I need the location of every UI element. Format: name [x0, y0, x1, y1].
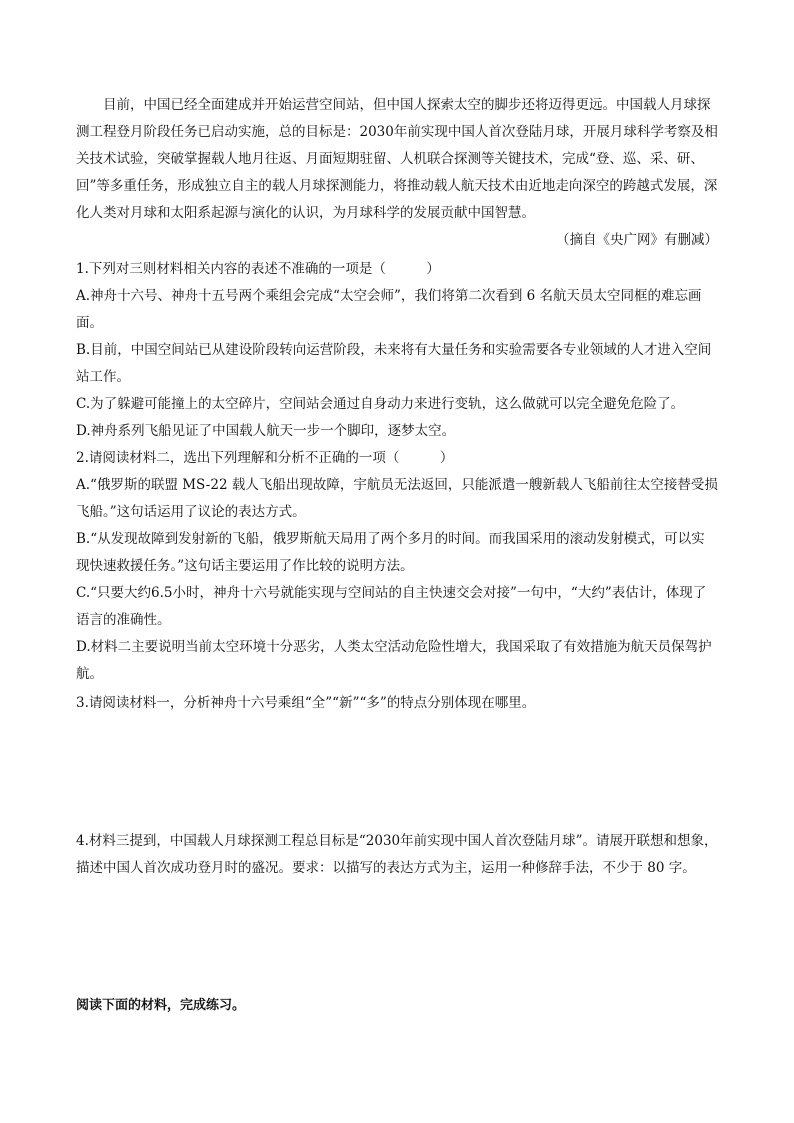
question-2-option-d: D.材料二主要说明当前太空环境十分恶劣，人类太空活动危险性增大，我国采取了有效措施为航天员保驾护航。	[76, 639, 712, 682]
question-2-option-c: C.“只要大约6.5小时，神舟十六号就能实现与空间站的自主快速交会对接”一句中，“大约”表估计，体现了语言的准确性。	[76, 585, 707, 628]
question-1-stem: 1.下列对三则材料相关内容的表述不准确的一项是（ ）	[76, 261, 440, 277]
question-1-option-b: B.目前，中国空间站已从建设阶段转向运营阶段，未来将有大量任务和实验需要各专业领域的人才进入空间站工作。	[76, 342, 712, 385]
next-section-heading: 阅读下面的材料，完成练习。	[76, 998, 246, 1013]
question-1-option-a: A.神舟十六号、神舟十五号两个乘组会完成“太空会师”，我们将第二次看到 6 名航天员太空同框的难忘画面。	[76, 288, 702, 331]
question-3: 3.请阅读材料一，分析神舟十六号乘组“全”“新”“多”的特点分别体现在哪里。	[76, 695, 536, 711]
question-2-stem: 2.请阅读材料二，选出下列理解和分析不正确的一项（ ）	[76, 450, 454, 466]
question-1-option-d: D.神舟系列飞船见证了中国载人航天一步一个脚印，逐梦太空。	[76, 423, 456, 439]
question-2-option-b: B.“从发现故障到发射新的飞船，俄罗斯航天局用了两个多月的时间。而我国采用的滚动发射模式，可以实现快速救援任务。”这句话主要运用了作比较的说明方法。	[76, 531, 705, 574]
passage-paragraph: 目前，中国已经全面建成并开始运营空间站，但中国人探索太空的脚步还将迈得更远。中国载人月球探测工程登月阶段任务已启动实施，总的目标是：2030年前实现中国人首次登陆月球，开展月球科学考察及相关技术试验，突破掌握载人地月往返、月面短期驻留、人机联合探测等关键技术，完成“登、巡、采、研、回”等多重任务，形成独立自主的载人月球探测能力，将推动载人航天技术由近地走向深空的跨越式发展，深化人类对月球和太阳系起源与演化的认识，为月球科学的发展贡献中国智慧。	[76, 97, 718, 221]
question-4: 4.材料三提到，中国载人月球探测工程总目标是“2030年前实现中国人首次登陆月球”。请展开联想和想象，描述中国人首次成功登月时的盛况。要求：以描写的表达方式为主，运用一种修辞手法，不少于 80 字。	[76, 833, 718, 876]
source-citation: （摘自《央广网》有删减）	[556, 232, 718, 248]
question-1-option-c: C.为了躲避可能撞上的太空碎片，空间站会通过自身动力来进行变轨，这么做就可以完全避免危险了。	[76, 396, 685, 412]
question-2-option-a: A.“俄罗斯的联盟 MS-22 载人飞船出现故障，宇航员无法返回，只能派遣一艘新载人飞船前往太空接替受损飞船。”这句话运用了议论的表达方式。	[76, 477, 718, 520]
